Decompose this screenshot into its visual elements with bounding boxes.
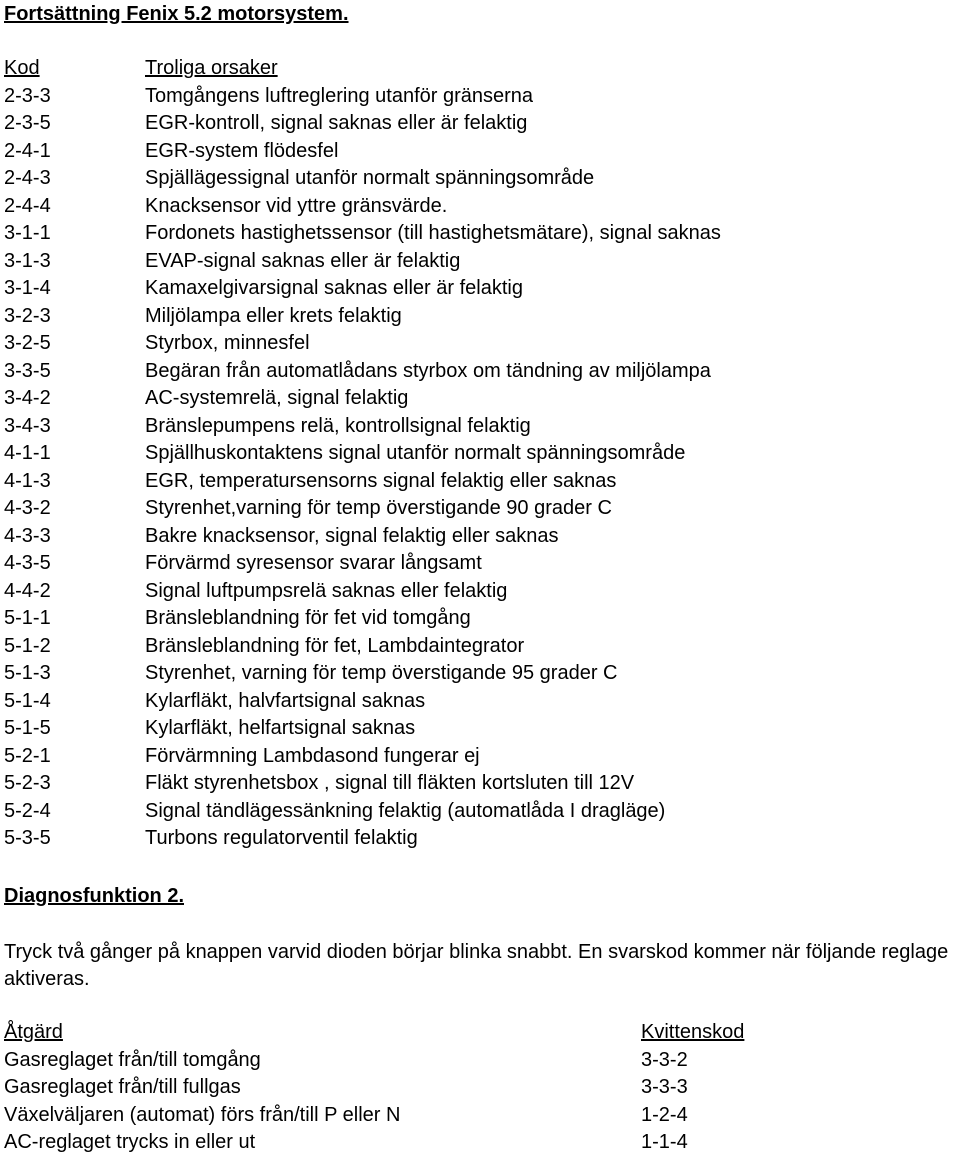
action-text: AC-reglaget trycks in eller ut xyxy=(4,1131,256,1153)
fault-cause: EGR, temperatursensorns signal felaktig eller saknas xyxy=(145,469,617,492)
section-paragraph: Tryck två gånger på knappen varvid dioden börjar blinka snabbt. En svarskod kommer när följande reglage aktiveras. xyxy=(4,941,949,990)
receipt-code: 1-1-4 xyxy=(641,1131,688,1153)
fault-cause: Bakre knacksensor, signal felaktig eller saknas xyxy=(145,524,559,547)
table-row xyxy=(4,579,944,607)
fault-code: 3-1-3 xyxy=(4,249,51,272)
table-row xyxy=(4,661,944,689)
fault-code: 3-3-5 xyxy=(4,359,51,382)
table-row xyxy=(4,799,944,827)
fault-cause: Kylarfläkt, halvfartsignal saknas xyxy=(145,689,426,712)
table-row xyxy=(4,524,944,552)
fault-code: 5-2-3 xyxy=(4,772,51,794)
fault-cause: Begäran från automatlådans styrbox om tändning av miljölampa xyxy=(145,359,711,382)
receipt-code: 3-3-2 xyxy=(641,1048,688,1071)
table-row xyxy=(4,194,944,222)
table-row xyxy=(4,84,944,112)
receipt-code: 1-2-4 xyxy=(641,1103,688,1126)
fault-code: 3-1-1 xyxy=(4,222,51,244)
fault-cause: EVAP-signal saknas eller är felaktig xyxy=(145,249,461,272)
table-row xyxy=(4,414,944,442)
receipt-code: 3-3-3 xyxy=(641,1076,688,1098)
table-row xyxy=(4,551,944,579)
table-row xyxy=(4,331,944,359)
fault-cause: Bränsleblandning för fet, Lambdaintegrator xyxy=(145,634,525,657)
table-row xyxy=(4,496,944,524)
table-row xyxy=(4,689,944,717)
fault-code: 2-3-3 xyxy=(4,84,51,107)
fault-code: 5-2-1 xyxy=(4,744,51,767)
table-row xyxy=(4,1075,944,1103)
table-row xyxy=(4,771,944,799)
fault-cause: Tomgångens luftreglering utanför gränserna xyxy=(145,84,534,107)
table-row xyxy=(4,386,944,414)
table-row xyxy=(4,1048,944,1076)
cause-column-header: Troliga orsaker xyxy=(145,57,278,79)
table-row xyxy=(4,359,944,387)
section-title: Diagnosfunktion 2. xyxy=(4,885,184,907)
fault-codes-body xyxy=(4,84,944,854)
fault-cause: Miljölampa eller krets felaktig xyxy=(145,304,402,327)
table-row xyxy=(4,276,944,304)
fault-code: 2-4-1 xyxy=(4,139,51,162)
fault-code: 3-1-4 xyxy=(4,277,51,299)
fault-code: 5-1-4 xyxy=(4,689,51,712)
fault-code: 5-1-5 xyxy=(4,717,51,739)
fault-codes-table xyxy=(4,56,944,854)
fault-code: 5-1-1 xyxy=(4,607,51,629)
table-row xyxy=(4,166,944,194)
fault-cause: Fordonets hastighetssensor (till hastighetsmätare), signal saknas xyxy=(145,222,721,244)
fault-cause: Fläkt styrenhetsbox , signal till fläkten kortsluten till 12V xyxy=(145,772,635,794)
table-row xyxy=(4,221,944,249)
fault-cause: AC-systemrelä, signal felaktig xyxy=(145,387,409,409)
fault-cause: Bränslepumpens relä, kontrollsignal felaktig xyxy=(145,414,531,437)
fault-code: 2-4-4 xyxy=(4,194,51,217)
fault-code: 5-3-5 xyxy=(4,827,51,849)
table-row xyxy=(4,111,944,139)
table-row xyxy=(4,1130,944,1158)
fault-cause: Spjällägessignal utanför normalt spänningsområde xyxy=(145,167,595,189)
table-row xyxy=(4,469,944,497)
fault-code: 4-1-3 xyxy=(4,469,51,492)
fault-cause: Bränsleblandning för fet vid tomgång xyxy=(145,607,471,629)
action-text: Gasreglaget från/till fullgas xyxy=(4,1076,241,1098)
table-row xyxy=(4,634,944,662)
table-row xyxy=(4,304,944,332)
fault-cause: Spjällhuskontaktens signal utanför normalt spänningsområde xyxy=(145,442,686,464)
code-column-header: Kod xyxy=(4,57,40,79)
fault-cause: Signal tändlägessänkning felaktig (automatlåda I dragläge) xyxy=(145,799,666,822)
fault-codes-header xyxy=(4,56,944,84)
table-row xyxy=(4,744,944,772)
fault-code: 4-4-2 xyxy=(4,579,51,602)
fault-code: 4-3-2 xyxy=(4,497,51,519)
fault-cause: Styrenhet,varning för temp överstigande 90 grader C xyxy=(145,497,612,519)
fault-code: 3-4-2 xyxy=(4,387,51,409)
fault-cause: Kamaxelgivarsignal saknas eller är felaktig xyxy=(145,277,523,299)
fault-cause: Knacksensor vid yttre gränsvärde. xyxy=(145,194,448,217)
table-row xyxy=(4,716,944,744)
fault-cause: Förvärmning Lambdasond fungerar ej xyxy=(145,744,480,767)
table-row xyxy=(4,606,944,634)
fault-cause: Förvärmd syresensor svarar långsamt xyxy=(145,552,482,574)
action-text: Gasreglaget från/till tomgång xyxy=(4,1048,261,1071)
table-row xyxy=(4,249,944,277)
action-text: Växelväljaren (automat) förs från/till P eller N xyxy=(4,1103,401,1126)
fault-cause: Styrbox, minnesfel xyxy=(145,332,310,354)
fault-cause: EGR-kontroll, signal saknas eller är felaktig xyxy=(145,112,528,134)
fault-code: 4-3-5 xyxy=(4,552,51,574)
fault-code: 2-4-3 xyxy=(4,167,51,189)
actions-body xyxy=(4,1048,944,1158)
fault-code: 3-2-3 xyxy=(4,304,51,327)
table-row xyxy=(4,441,944,469)
fault-cause: Turbons regulatorventil felaktig xyxy=(145,827,418,849)
actions-header xyxy=(4,1020,944,1048)
action-column-header: Åtgärd xyxy=(4,1021,63,1043)
fault-cause: Signal luftpumpsrelä saknas eller felaktig xyxy=(145,579,508,602)
receipt-code-column-header: Kvittenskod xyxy=(641,1021,745,1043)
fault-code: 3-2-5 xyxy=(4,332,51,354)
page-title: Fortsättning Fenix 5.2 motorsystem. xyxy=(4,3,349,25)
fault-code: 4-3-3 xyxy=(4,524,51,547)
fault-code: 2-3-5 xyxy=(4,112,51,134)
table-row xyxy=(4,1103,944,1131)
table-row xyxy=(4,139,944,167)
table-row xyxy=(4,826,944,854)
fault-cause: Kylarfläkt, helfartsignal saknas xyxy=(145,717,416,739)
fault-cause: Styrenhet, varning för temp överstigande 95 grader C xyxy=(145,662,618,684)
fault-code: 3-4-3 xyxy=(4,414,51,437)
fault-code: 5-2-4 xyxy=(4,799,51,822)
fault-code: 5-1-3 xyxy=(4,662,51,684)
fault-code: 5-1-2 xyxy=(4,634,51,657)
fault-cause: EGR-system flödesfel xyxy=(145,139,339,162)
actions-table xyxy=(4,1020,944,1158)
fault-code: 4-1-1 xyxy=(4,442,51,464)
